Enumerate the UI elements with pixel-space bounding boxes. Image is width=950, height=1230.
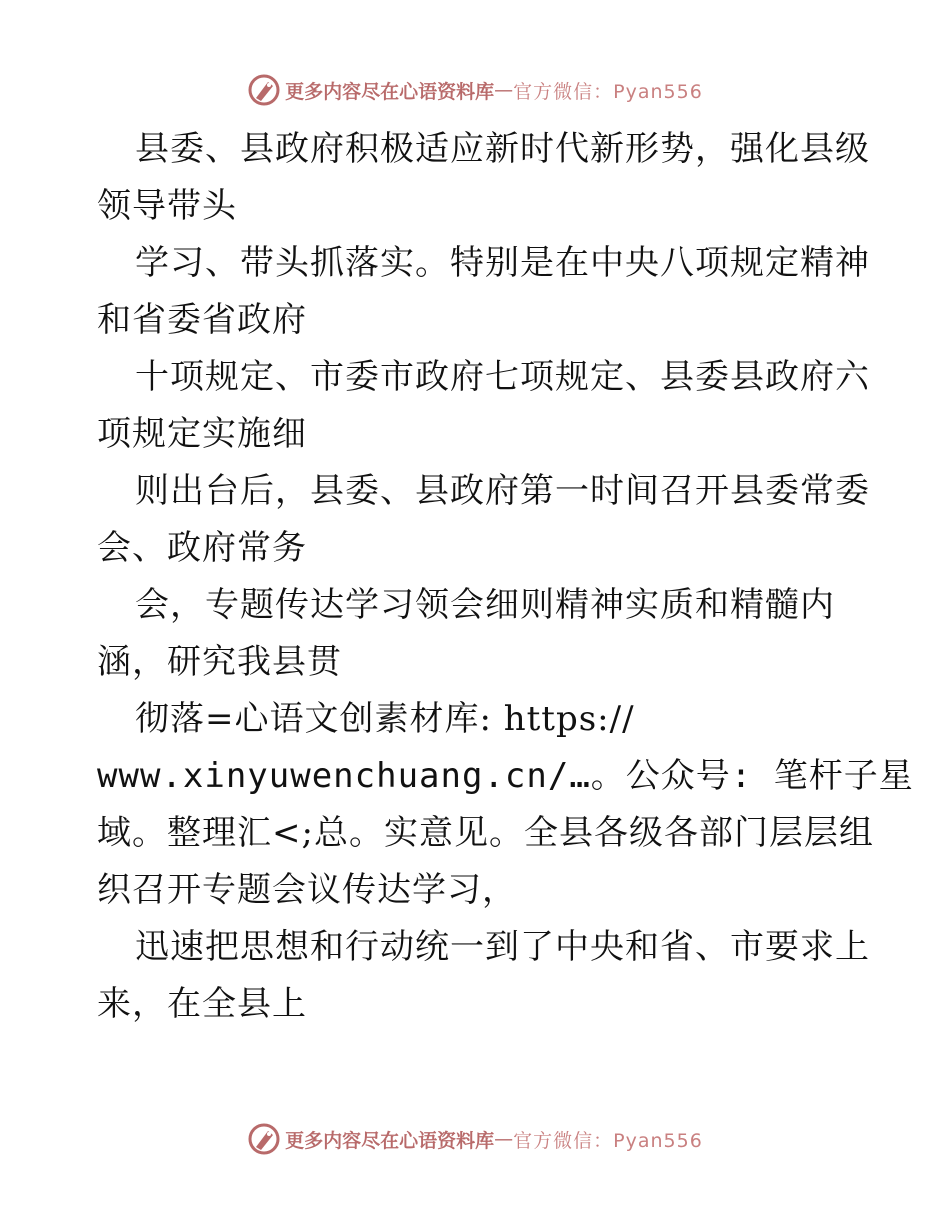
text-line: 涵，研究我县贯 [97, 642, 342, 682]
text-line: www.xinyuwenchuang.cn/…。公众号: 笔杆子星 [97, 756, 914, 796]
text-line: 会，专题传达学习领会细则精神实质和精髓内 [135, 585, 835, 625]
text-line: 迅速把思想和行动统一到了中央和省、市要求上 [135, 927, 870, 967]
text-line: 项规定实施细 [97, 414, 307, 454]
text-line: 织召开专题会议传达学习， [97, 870, 517, 910]
text-line: 彻落=心语文创素材库: https:// [135, 699, 635, 739]
text-line: 和省委省政府 [97, 300, 307, 340]
footer-banner [0, 1119, 950, 1159]
banner-wechat: 官方微信：Pyan556 [513, 1129, 703, 1152]
banner-title: 更多内容尽在心语资料库 [285, 80, 495, 103]
text-line: 域。整理汇<;总。实意见。全县各级各部门层层组 [97, 813, 874, 853]
text-line: 学习、带头抓落实。特别是在中央八项规定精神 [135, 243, 870, 283]
document-body [97, 121, 914, 1033]
text-line: 十项规定、市委市政府七项规定、县委县政府六 [135, 357, 870, 397]
text-line: 会、政府常务 [97, 528, 307, 568]
text-line: 县委、县政府积极适应新时代新形势，强化县级 [135, 129, 870, 169]
pen-nib-logo-icon [247, 1122, 281, 1156]
banner-wechat: 官方微信：Pyan556 [513, 80, 703, 103]
pen-nib-logo-icon [247, 73, 281, 107]
banner-dash: — [494, 1128, 514, 1150]
header-banner [0, 70, 950, 110]
text-line: 来，在全县上 [97, 984, 307, 1024]
text-line: 领导带头 [97, 186, 237, 226]
text-line: 则出台后，县委、县政府第一时间召开县委常委 [135, 471, 870, 511]
banner-title: 更多内容尽在心语资料库 [285, 1129, 495, 1152]
banner-dash: — [494, 79, 514, 101]
